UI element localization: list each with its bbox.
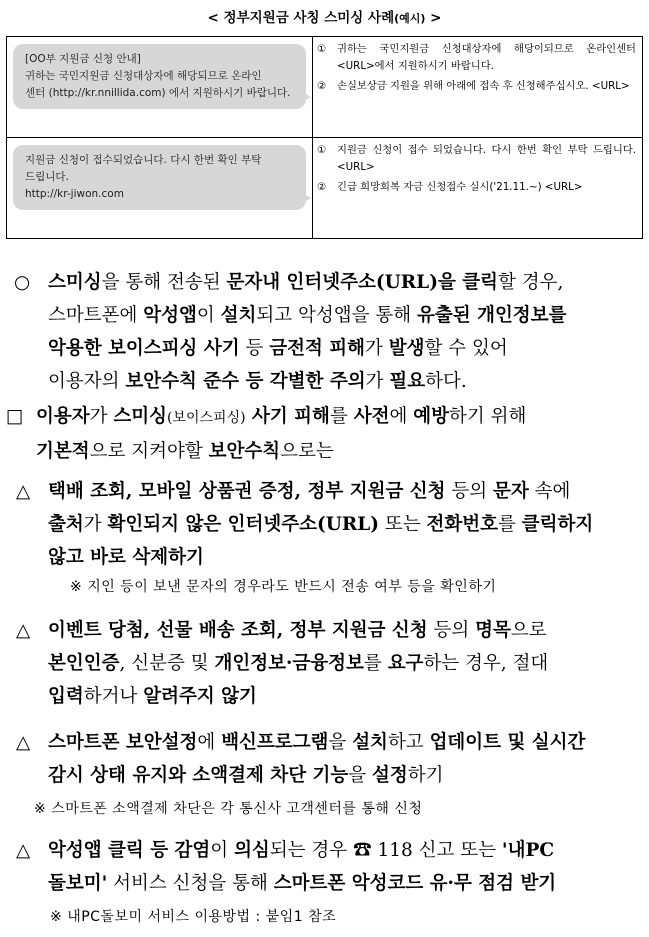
example-row-2: [7, 138, 643, 239]
note-3: ※ 내PC돌보미 서비스 이용방법 : 붙임1 참조: [50, 909, 337, 925]
example-item: ① 지원금 신청이 접수 되었습니다. 다시 한번 확인 부탁 드립니다. <URL>: [317, 144, 636, 173]
sms-line: 드립니다.: [25, 171, 69, 183]
intro-paragraph: 스미싱을 통해 전송된 문자내 인터넷주소(URL)을 클릭할 경우, 스마트폰에 악성앱이 설치되고 악성앱을 통해 유출된 개인정보를 악용한 보이스피싱 사기 등 금전적 피해가 발생할 수 있어 이용자의 보안수칙 준수 등 각별한 주의가 필요하다.: [48, 272, 567, 392]
note-2: ※ 스마트폰 소액결제 차단은 각 통신사 고객센터를 통해 신청: [34, 801, 423, 817]
sms-line: [OO부 지원금 신청 안내]: [25, 53, 141, 65]
example-item: ① 귀하는 국민지원금 신청대상자에 해당이되므로 온라인센터 <URL>에서 지원하시기 바랍니다.: [317, 43, 636, 72]
page-title: < 정부지원금 사칭 스미싱 사례(예시) >: [207, 10, 442, 26]
triangle-bullet: △: [16, 481, 31, 502]
sms-bubble-2: [13, 145, 306, 210]
example-item: ② 손실보상금 지원을 위해 아래에 접속 후 신청해주십시오. <URL>: [317, 80, 630, 92]
rule-2: 이벤트 당첨, 선물 배송 조회, 정부 지원금 신청 등의 명목으로 본인인증, 신분증 및 개인정보·금융정보를 요구하는 경우, 절대 입력하거나 알려주지 않기: [48, 620, 549, 707]
sms-bubble-1: [13, 44, 306, 109]
sms-line: http://kr-jiwon.com: [25, 188, 124, 200]
smishing-example-table: [6, 36, 643, 239]
rules-intro: 이용자가 스미싱(보이스피싱) 사기 피해를 사전에 예방하기 위해 기본적으로 지켜야할 보안수칙으로는: [36, 406, 527, 462]
circle-bullet: ○: [14, 272, 31, 293]
sms-line: 센터 (http://kr.nnillida.com) 에서 지원하시기 바랍니다.: [25, 87, 291, 99]
phone-icon: ☎: [353, 840, 372, 861]
rule-4: 악성앱 클릭 등 감염이 의심되는 경우 ☎ 118 신고 또는 '내PC 돌보미' 서비스 신청을 통해 스마트폰 악성코드 유·무 점검 받기: [48, 840, 557, 894]
sms-line: 귀하는 국민지원금 신청대상자에 해당되므로 온라인: [25, 70, 262, 82]
sms-line: 지원금 신청이 접수되었습니다. 다시 한번 확인 부탁: [25, 154, 262, 166]
square-bullet: □: [6, 406, 24, 427]
rule-1: 택배 조회, 모바일 상품권 증정, 정부 지원금 신청 등의 문자 속에 출처가 확인되지 않은 인터넷주소(URL) 또는 전화번호를 클릭하지 않고 바로 삭제하기: [48, 481, 594, 568]
example-item: ② 긴급 희망회복 자금 신청접수 실시('21.11.~) <URL>: [317, 181, 583, 193]
example-row-1: [7, 37, 643, 138]
rule-3: 스마트폰 보안설정에 백신프로그램을 설치하고 업데이트 및 실시간 감시 상태 유지와 소액결제 차단 기능을 설정하기: [48, 732, 586, 786]
note-1: ※ 지인 등이 보낸 문자의 경우라도 반드시 전송 여부 등을 확인하기: [70, 579, 497, 595]
triangle-bullet: △: [16, 732, 31, 753]
triangle-bullet: △: [16, 620, 31, 641]
triangle-bullet: △: [16, 840, 31, 861]
